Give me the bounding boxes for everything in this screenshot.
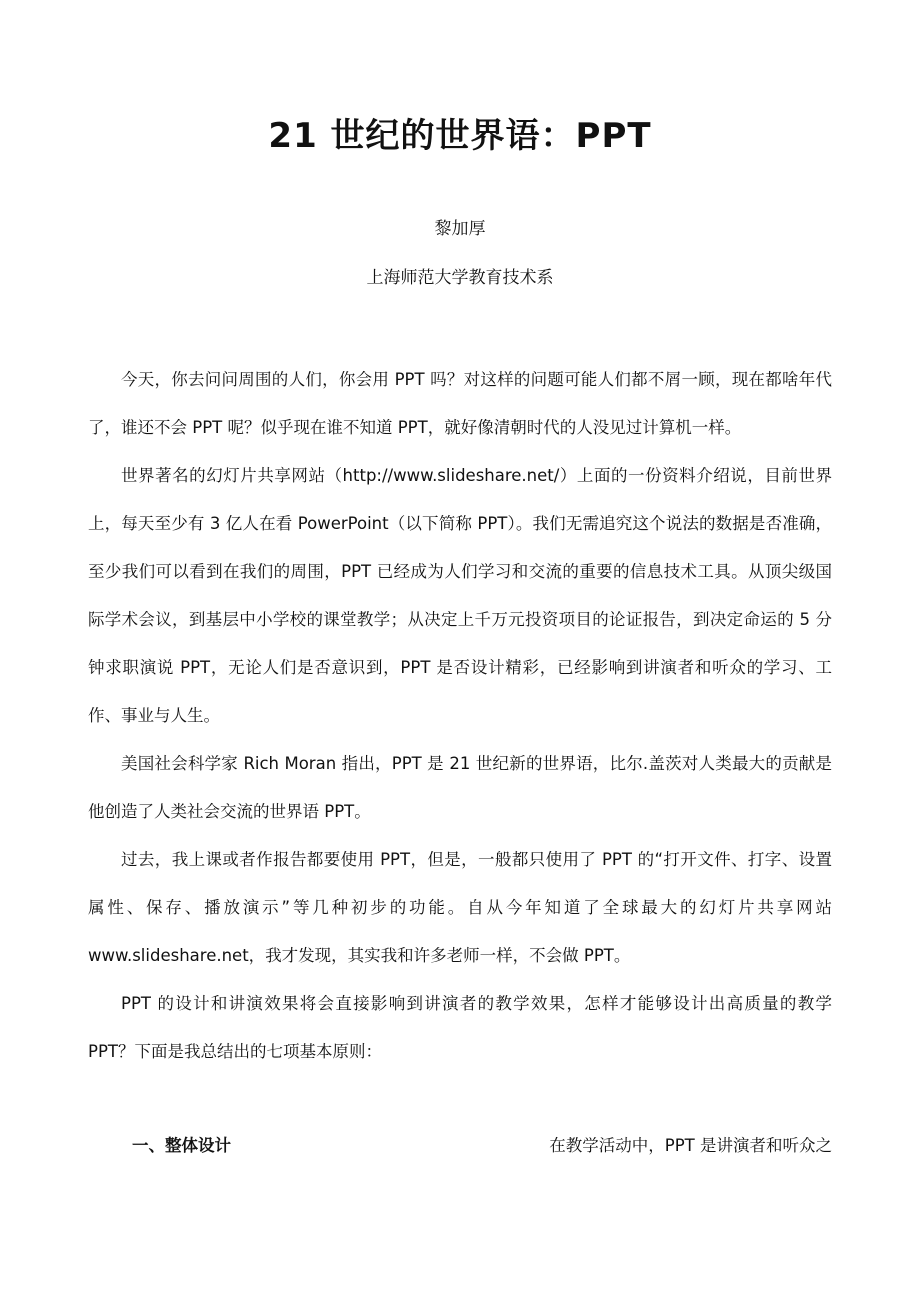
section-one <box>88 1122 832 1170</box>
body-paragraph: 世界著名的幻灯片共享网站（http://www.slideshare.net/）上面的一份资料介绍说，目前世界上，每天至少有 3 亿人在看 PowerPoint（以下简称 PPT）。我们无需追究这个说法的数据是否准确，至少我们可以看到在我们的周围，PPT 已经成为人们学习和交流的重要的信息技术工具。从顶尖级国际学术会议，到基层中小学校的课堂教学；从决定上千万元投资项目的论证报告，到决定命运的 5 分钟求职演说 PPT，无论人们是否意识到，PPT 是否设计精彩，已经影响到讲演者和听众的学习、工作、事业与人生。 <box>88 466 832 725</box>
body-paragraph: 美国社会科学家 Rich Moran 指出，PPT 是 21 世纪新的世界语，比尔.盖茨对人类最大的贡献是他创造了人类社会交流的世界语 PPT。 <box>88 754 832 821</box>
section-text: 在教学活动中，PPT 是讲演者和听众之 <box>549 1136 832 1155</box>
author-name: 黎加厚 <box>434 219 486 239</box>
body-paragraph: PPT 的设计和讲演效果将会直接影响到讲演者的教学效果，怎样才能够设计出高质量的教学 PPT？下面是我总结出的七项基本原则： <box>88 994 832 1061</box>
author-affiliation: 上海师范大学教育技术系 <box>366 268 554 288</box>
body-paragraph: 今天，你去问问周围的人们，你会用 PPT 吗？对这样的问题可能人们都不屑一顾，现在都啥年代了，谁还不会 PPT 呢？似乎现在谁不知道 PPT，就好像清朝时代的人没见过计算机一样。 <box>88 370 832 437</box>
document-title: 21 世纪的世界语：PPT <box>268 116 652 156</box>
section-heading: 一、整体设计 <box>132 1136 231 1155</box>
document-body <box>88 356 832 1076</box>
body-paragraph: 过去，我上课或者作报告都要使用 PPT，但是，一般都只使用了 PPT 的“打开文件、打字、设置属性、保存、播放演示”等几种初步的功能。自从今年知道了全球最大的幻灯片共享网站 www.slideshare.net，我才发现，其实我和许多老师一样，不会做 PPT。 <box>88 850 832 965</box>
